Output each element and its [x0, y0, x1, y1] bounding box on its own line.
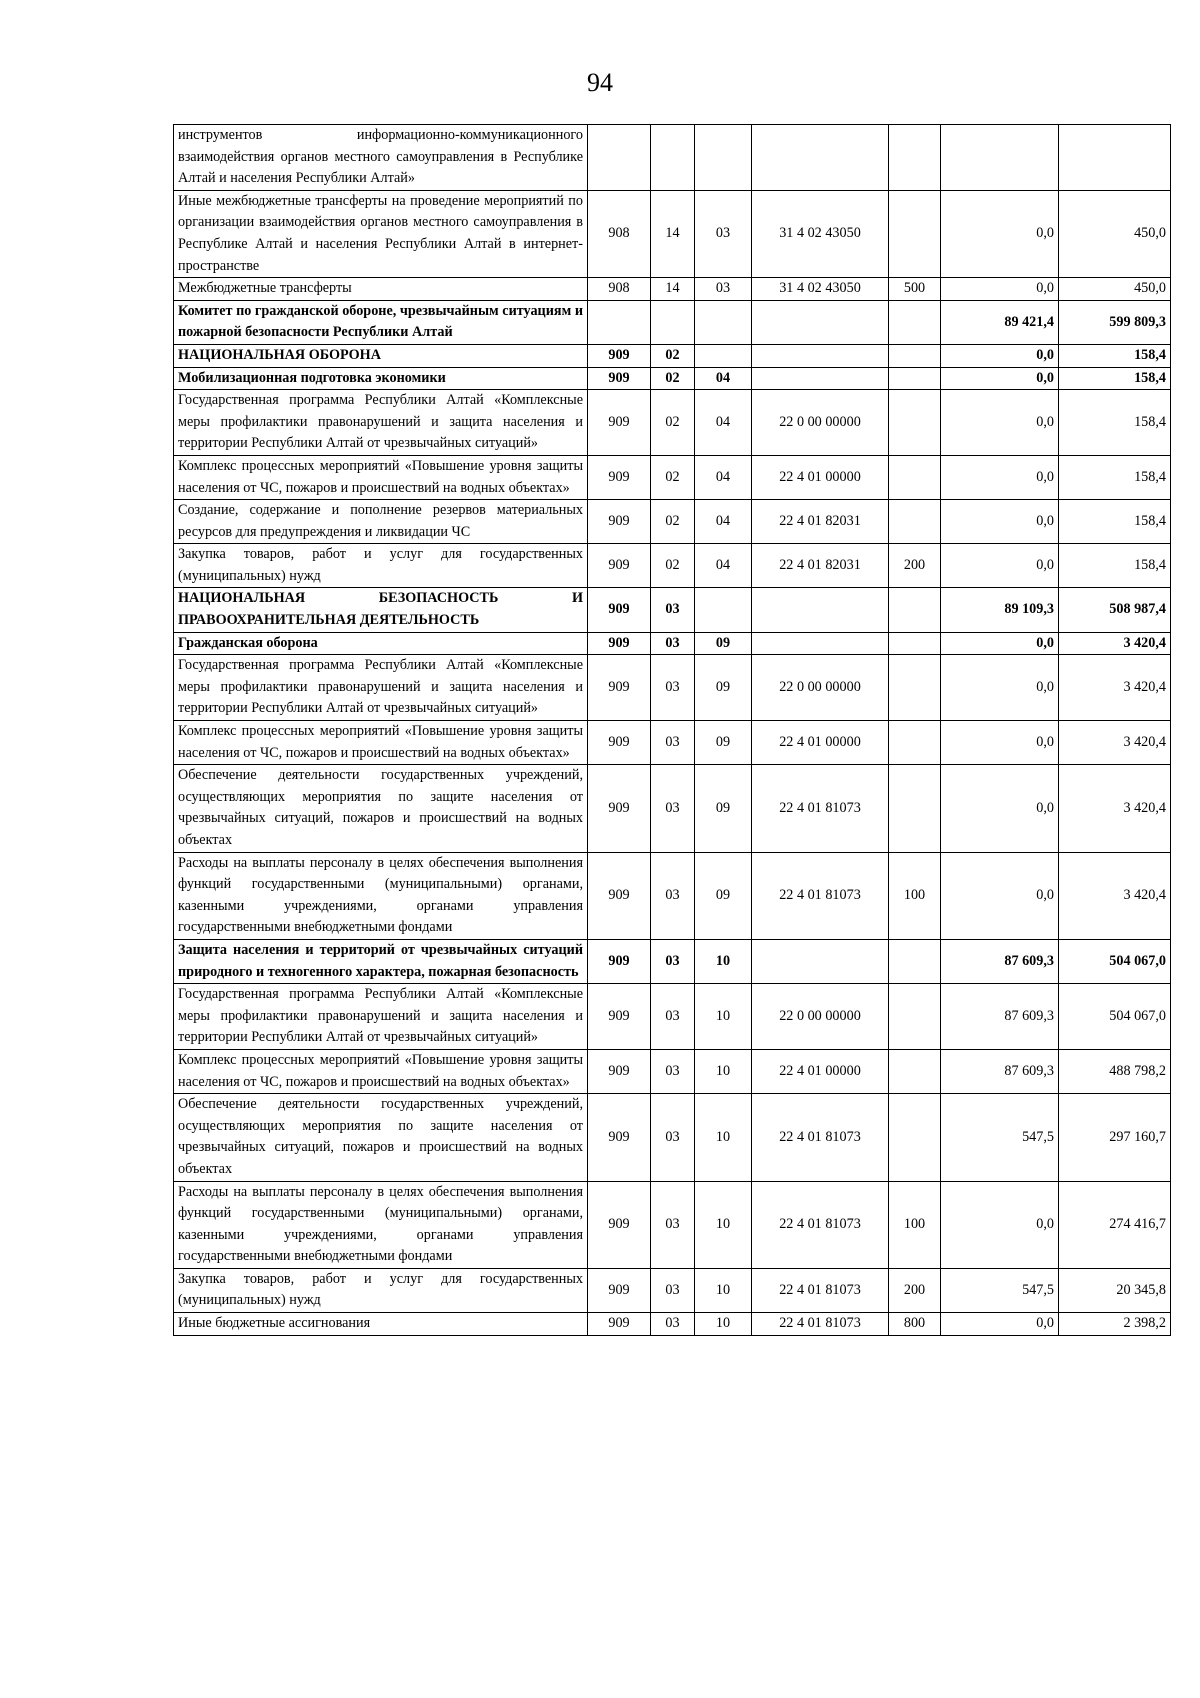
table-row: [174, 544, 1171, 588]
subsection-code-cell: [695, 300, 752, 344]
amount-year-1-cell: 547,5: [941, 1094, 1059, 1181]
expense-type-cell: [889, 1094, 941, 1181]
expense-type-cell: 200: [889, 544, 941, 588]
subsection-code-cell: 10: [695, 984, 752, 1050]
subsection-code-cell: 04: [695, 390, 752, 456]
row-name-cell: инструментов информационно-коммуникационного взаимодействия органов местного самоуправления в Республике Алтай и населения Республики Алтай»: [174, 125, 588, 191]
subsection-code-cell: 10: [695, 1181, 752, 1268]
subsection-code-cell: 09: [695, 721, 752, 765]
row-name-cell: Государственная программа Республики Алтай «Комплексные меры профилактики правонарушений и защита населения и территории Республики Алтай от чрезвычайных ситуаций»: [174, 655, 588, 721]
ministry-code-cell: 909: [588, 1181, 651, 1268]
section-code-cell: 03: [651, 588, 695, 632]
subsection-code-cell: [695, 588, 752, 632]
amount-year-1-cell: 0,0: [941, 721, 1059, 765]
row-name-cell: Закупка товаров, работ и услуг для государственных (муниципальных) нужд: [174, 544, 588, 588]
amount-year-2-cell: 450,0: [1059, 278, 1171, 301]
amount-year-2-cell: 274 416,7: [1059, 1181, 1171, 1268]
amount-year-2-cell: 158,4: [1059, 544, 1171, 588]
ministry-code-cell: 909: [588, 367, 651, 390]
table-row: [174, 367, 1171, 390]
target-article-cell: [752, 939, 889, 983]
amount-year-1-cell: 0,0: [941, 655, 1059, 721]
row-name-cell: Обеспечение деятельности государственных учреждений, осуществляющих мероприятия по защите населения от чрезвычайных ситуаций, пожаров и происшествий на водных объектах: [174, 765, 588, 852]
table-row: [174, 655, 1171, 721]
table-row: [174, 455, 1171, 499]
table-row: [174, 1094, 1171, 1181]
subsection-code-cell: 10: [695, 1094, 752, 1181]
row-name-cell: НАЦИОНАЛЬНАЯ ОБОРОНА: [174, 344, 588, 367]
amount-year-2-cell: 297 160,7: [1059, 1094, 1171, 1181]
expense-type-cell: 100: [889, 852, 941, 939]
section-code-cell: 03: [651, 1268, 695, 1312]
section-code-cell: 03: [651, 984, 695, 1050]
target-article-cell: 22 4 01 81073: [752, 1313, 889, 1336]
amount-year-2-cell: 158,4: [1059, 390, 1171, 456]
amount-year-2-cell: 450,0: [1059, 190, 1171, 277]
target-article-cell: 22 4 01 81073: [752, 1181, 889, 1268]
expense-type-cell: [889, 765, 941, 852]
ministry-code-cell: [588, 300, 651, 344]
target-article-cell: 22 4 01 81073: [752, 1094, 889, 1181]
ministry-code-cell: 909: [588, 765, 651, 852]
expense-type-cell: [889, 390, 941, 456]
target-article-cell: [752, 632, 889, 655]
budget-table: [173, 124, 1171, 1336]
ministry-code-cell: 909: [588, 390, 651, 456]
section-code-cell: 03: [651, 655, 695, 721]
section-code-cell: 02: [651, 390, 695, 456]
table-row: [174, 500, 1171, 544]
section-code-cell: 02: [651, 500, 695, 544]
amount-year-1-cell: 0,0: [941, 278, 1059, 301]
table-row: [174, 1268, 1171, 1312]
amount-year-2-cell: 508 987,4: [1059, 588, 1171, 632]
table-row: [174, 300, 1171, 344]
ministry-code-cell: 909: [588, 984, 651, 1050]
row-name-cell: Комитет по гражданской обороне, чрезвычайным ситуациям и пожарной безопасности Республики Алтай: [174, 300, 588, 344]
row-name-cell: Комплекс процессных мероприятий «Повышение уровня защиты населения от ЧС, пожаров и происшествий на водных объектах»: [174, 1049, 588, 1093]
amount-year-1-cell: 0,0: [941, 544, 1059, 588]
subsection-code-cell: 10: [695, 1049, 752, 1093]
subsection-code-cell: 09: [695, 852, 752, 939]
amount-year-2-cell: 504 067,0: [1059, 984, 1171, 1050]
ministry-code-cell: 909: [588, 852, 651, 939]
target-article-cell: 22 0 00 00000: [752, 984, 889, 1050]
row-name-cell: Защита населения и территорий от чрезвычайных ситуаций природного и техногенного характера, пожарная безопасность: [174, 939, 588, 983]
row-name-cell: Государственная программа Республики Алтай «Комплексные меры профилактики правонарушений и защита населения и территории Республики Алтай от чрезвычайных ситуаций»: [174, 984, 588, 1050]
table-row: [174, 765, 1171, 852]
amount-year-1-cell: 0,0: [941, 190, 1059, 277]
table-row: [174, 721, 1171, 765]
subsection-code-cell: 04: [695, 544, 752, 588]
amount-year-1-cell: 89 421,4: [941, 300, 1059, 344]
table-row: [174, 390, 1171, 456]
section-code-cell: 02: [651, 344, 695, 367]
target-article-cell: [752, 300, 889, 344]
subsection-code-cell: 03: [695, 190, 752, 277]
target-article-cell: [752, 125, 889, 191]
subsection-code-cell: 04: [695, 455, 752, 499]
amount-year-1-cell: 89 109,3: [941, 588, 1059, 632]
subsection-code-cell: 10: [695, 1313, 752, 1336]
amount-year-1-cell: 0,0: [941, 390, 1059, 456]
section-code-cell: 03: [651, 721, 695, 765]
ministry-code-cell: [588, 125, 651, 191]
subsection-code-cell: 09: [695, 765, 752, 852]
target-article-cell: 22 4 01 81073: [752, 765, 889, 852]
subsection-code-cell: 04: [695, 500, 752, 544]
amount-year-1-cell: 0,0: [941, 852, 1059, 939]
expense-type-cell: 200: [889, 1268, 941, 1312]
expense-type-cell: 500: [889, 278, 941, 301]
amount-year-1-cell: 0,0: [941, 367, 1059, 390]
ministry-code-cell: 909: [588, 1313, 651, 1336]
amount-year-2-cell: 158,4: [1059, 367, 1171, 390]
amount-year-1-cell: 0,0: [941, 632, 1059, 655]
target-article-cell: 31 4 02 43050: [752, 190, 889, 277]
target-article-cell: 22 4 01 82031: [752, 544, 889, 588]
section-code-cell: 02: [651, 544, 695, 588]
section-code-cell: 03: [651, 1049, 695, 1093]
expense-type-cell: [889, 721, 941, 765]
section-code-cell: 03: [651, 1313, 695, 1336]
expense-type-cell: [889, 455, 941, 499]
amount-year-2-cell: 3 420,4: [1059, 721, 1171, 765]
target-article-cell: [752, 588, 889, 632]
ministry-code-cell: 909: [588, 632, 651, 655]
amount-year-2-cell: [1059, 125, 1171, 191]
amount-year-2-cell: 158,4: [1059, 344, 1171, 367]
section-code-cell: 03: [651, 632, 695, 655]
row-name-cell: Обеспечение деятельности государственных учреждений, осуществляющих мероприятия по защите населения от чрезвычайных ситуаций, пожаров и происшествий на водных объектах: [174, 1094, 588, 1181]
expense-type-cell: [889, 939, 941, 983]
row-name-cell: НАЦИОНАЛЬНАЯ БЕЗОПАСНОСТЬ И ПРАВООХРАНИТЕЛЬНАЯ ДЕЯТЕЛЬНОСТЬ: [174, 588, 588, 632]
budget-table-body: [174, 125, 1171, 1336]
target-article-cell: 22 4 01 00000: [752, 721, 889, 765]
row-name-cell: Закупка товаров, работ и услуг для государственных (муниципальных) нужд: [174, 1268, 588, 1312]
section-code-cell: 03: [651, 939, 695, 983]
row-name-cell: Межбюджетные трансферты: [174, 278, 588, 301]
subsection-code-cell: 03: [695, 278, 752, 301]
amount-year-2-cell: 3 420,4: [1059, 852, 1171, 939]
amount-year-2-cell: 20 345,8: [1059, 1268, 1171, 1312]
subsection-code-cell: 09: [695, 655, 752, 721]
amount-year-2-cell: 158,4: [1059, 500, 1171, 544]
row-name-cell: Мобилизационная подготовка экономики: [174, 367, 588, 390]
table-row: [174, 190, 1171, 277]
target-article-cell: 22 4 01 81073: [752, 852, 889, 939]
target-article-cell: 22 4 01 81073: [752, 1268, 889, 1312]
amount-year-2-cell: 2 398,2: [1059, 1313, 1171, 1336]
expense-type-cell: [889, 984, 941, 1050]
amount-year-1-cell: 0,0: [941, 765, 1059, 852]
amount-year-1-cell: 547,5: [941, 1268, 1059, 1312]
amount-year-2-cell: 3 420,4: [1059, 655, 1171, 721]
amount-year-2-cell: 488 798,2: [1059, 1049, 1171, 1093]
amount-year-2-cell: 3 420,4: [1059, 632, 1171, 655]
amount-year-1-cell: 87 609,3: [941, 939, 1059, 983]
expense-type-cell: 100: [889, 1181, 941, 1268]
table-row: [174, 852, 1171, 939]
ministry-code-cell: 908: [588, 190, 651, 277]
row-name-cell: Комплекс процессных мероприятий «Повышение уровня защиты населения от ЧС, пожаров и происшествий на водных объектах»: [174, 455, 588, 499]
row-name-cell: Иные межбюджетные трансферты на проведение мероприятий по организации взаимодействия органов местного самоуправления в Республике Алтай и населения Республики Алтай в интернет-пространстве: [174, 190, 588, 277]
section-code-cell: 03: [651, 852, 695, 939]
expense-type-cell: [889, 367, 941, 390]
row-name-cell: Комплекс процессных мероприятий «Повышение уровня защиты населения от ЧС, пожаров и происшествий на водных объектах»: [174, 721, 588, 765]
row-name-cell: Расходы на выплаты персоналу в целях обеспечения выполнения функций государственными (муниципальными) органами, казенными учреждениями, органами управления государственными внебюджетными фондами: [174, 1181, 588, 1268]
target-article-cell: 22 0 00 00000: [752, 390, 889, 456]
target-article-cell: [752, 344, 889, 367]
amount-year-1-cell: 0,0: [941, 1181, 1059, 1268]
row-name-cell: Расходы на выплаты персоналу в целях обеспечения выполнения функций государственными (муниципальными) органами, казенными учреждениями, органами управления государственными внебюджетными фондами: [174, 852, 588, 939]
ministry-code-cell: 909: [588, 655, 651, 721]
target-article-cell: 22 4 01 82031: [752, 500, 889, 544]
expense-type-cell: [889, 344, 941, 367]
section-code-cell: 03: [651, 765, 695, 852]
subsection-code-cell: 10: [695, 1268, 752, 1312]
ministry-code-cell: 909: [588, 588, 651, 632]
table-row: [174, 1313, 1171, 1336]
amount-year-1-cell: [941, 125, 1059, 191]
ministry-code-cell: 909: [588, 500, 651, 544]
section-code-cell: [651, 300, 695, 344]
ministry-code-cell: 909: [588, 1049, 651, 1093]
section-code-cell: 14: [651, 278, 695, 301]
amount-year-1-cell: 0,0: [941, 344, 1059, 367]
target-article-cell: 22 4 01 00000: [752, 455, 889, 499]
expense-type-cell: [889, 1049, 941, 1093]
target-article-cell: 22 4 01 00000: [752, 1049, 889, 1093]
table-row: [174, 588, 1171, 632]
amount-year-1-cell: 87 609,3: [941, 1049, 1059, 1093]
ministry-code-cell: 909: [588, 1268, 651, 1312]
expense-type-cell: [889, 125, 941, 191]
row-name-cell: Создание, содержание и пополнение резервов материальных ресурсов для предупреждения и ликвидации ЧС: [174, 500, 588, 544]
amount-year-2-cell: 3 420,4: [1059, 765, 1171, 852]
table-row: [174, 632, 1171, 655]
section-code-cell: 03: [651, 1181, 695, 1268]
section-code-cell: [651, 125, 695, 191]
amount-year-2-cell: 599 809,3: [1059, 300, 1171, 344]
amount-year-1-cell: 0,0: [941, 500, 1059, 544]
table-row: [174, 1181, 1171, 1268]
section-code-cell: 03: [651, 1094, 695, 1181]
amount-year-1-cell: 0,0: [941, 455, 1059, 499]
ministry-code-cell: 909: [588, 939, 651, 983]
row-name-cell: Иные бюджетные ассигнования: [174, 1313, 588, 1336]
ministry-code-cell: 909: [588, 1094, 651, 1181]
ministry-code-cell: 909: [588, 721, 651, 765]
expense-type-cell: [889, 300, 941, 344]
expense-type-cell: [889, 655, 941, 721]
subsection-code-cell: [695, 125, 752, 191]
ministry-code-cell: 908: [588, 278, 651, 301]
target-article-cell: [752, 367, 889, 390]
table-row: [174, 939, 1171, 983]
table-row: [174, 278, 1171, 301]
expense-type-cell: [889, 632, 941, 655]
expense-type-cell: [889, 500, 941, 544]
target-article-cell: 31 4 02 43050: [752, 278, 889, 301]
section-code-cell: 02: [651, 455, 695, 499]
table-row: [174, 1049, 1171, 1093]
section-code-cell: 14: [651, 190, 695, 277]
section-code-cell: 02: [651, 367, 695, 390]
table-row: [174, 984, 1171, 1050]
page-number: 94: [587, 68, 613, 97]
subsection-code-cell: 04: [695, 367, 752, 390]
subsection-code-cell: 09: [695, 632, 752, 655]
table-row: [174, 344, 1171, 367]
amount-year-1-cell: 0,0: [941, 1313, 1059, 1336]
expense-type-cell: [889, 190, 941, 277]
table-row: [174, 125, 1171, 191]
target-article-cell: 22 0 00 00000: [752, 655, 889, 721]
ministry-code-cell: 909: [588, 455, 651, 499]
row-name-cell: Гражданская оборона: [174, 632, 588, 655]
expense-type-cell: 800: [889, 1313, 941, 1336]
row-name-cell: Государственная программа Республики Алтай «Комплексные меры профилактики правонарушений и защита населения и территории Республики Алтай от чрезвычайных ситуаций»: [174, 390, 588, 456]
subsection-code-cell: [695, 344, 752, 367]
amount-year-2-cell: 504 067,0: [1059, 939, 1171, 983]
expense-type-cell: [889, 588, 941, 632]
subsection-code-cell: 10: [695, 939, 752, 983]
amount-year-2-cell: 158,4: [1059, 455, 1171, 499]
amount-year-1-cell: 87 609,3: [941, 984, 1059, 1050]
ministry-code-cell: 909: [588, 344, 651, 367]
ministry-code-cell: 909: [588, 544, 651, 588]
